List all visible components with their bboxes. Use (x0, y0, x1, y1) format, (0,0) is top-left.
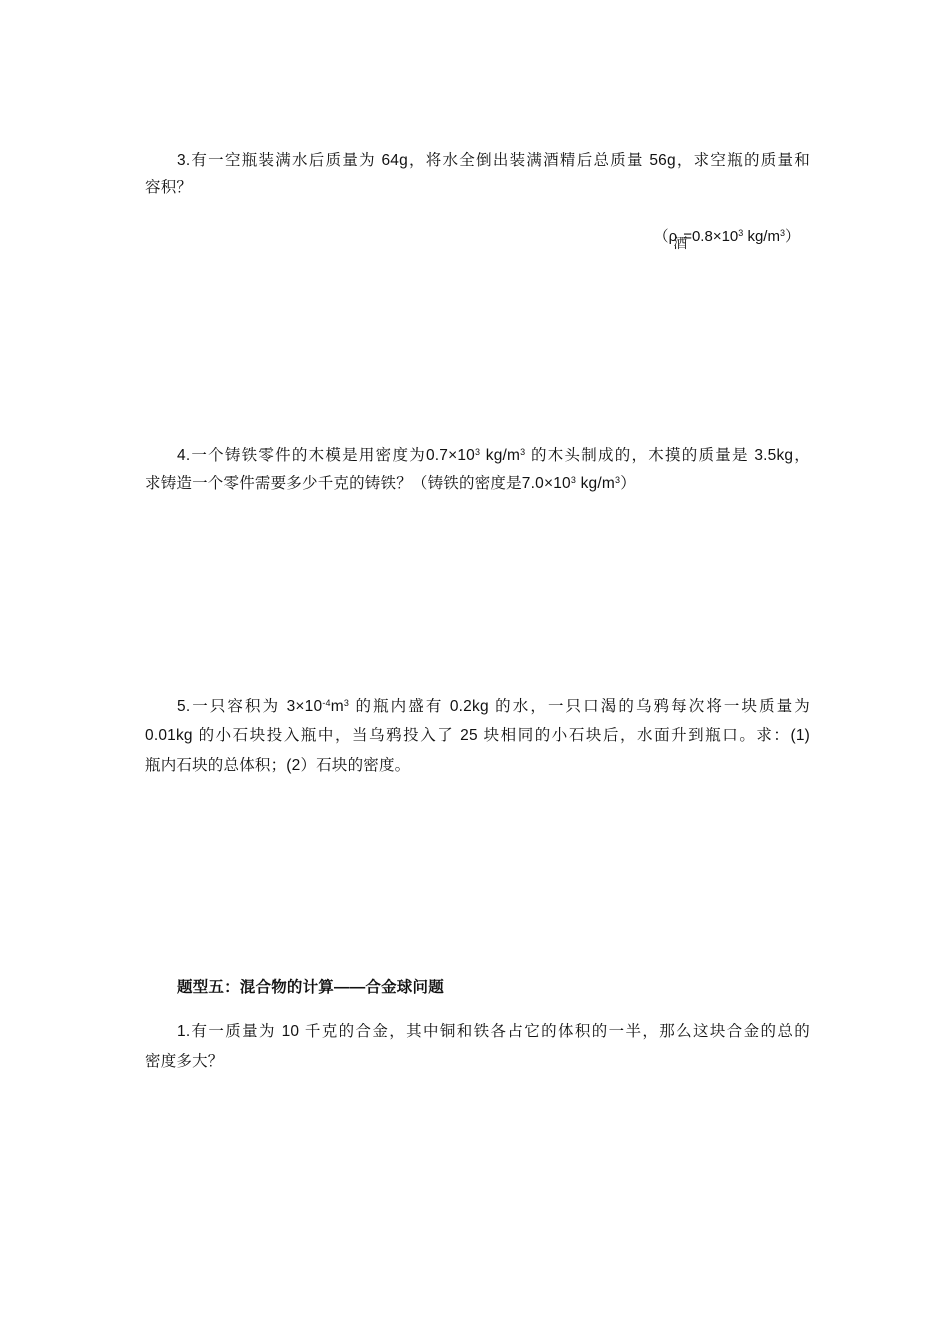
q5-line1-part-a: 5.一只容积为 3×10 (177, 698, 323, 715)
q5-text-line3: 瓶内石块的总体积；(2）石块的密度。 (145, 757, 411, 774)
q4-line1-exponent: 3 (475, 447, 481, 457)
q4-line1-unit-exponent: 3 (520, 447, 526, 457)
q5-text-line1 (177, 696, 810, 718)
section-heading: 题型五：混合物的计算——合金球问题 (177, 979, 444, 996)
q4-line1-part-a: 4.一个铸铁零件的木模是用密度为0.7×10 (177, 447, 475, 464)
q3-note-unit: kg/m (743, 228, 780, 245)
q4-line2-part-a: 求铸造一个零件需要多少千克的铸铁？（铸铁的密度是7.0×10 (145, 475, 571, 492)
q4-line2-unit-exponent: 3 (614, 475, 621, 485)
q4-line1-unit: kg/m (480, 447, 521, 464)
q4-line1-part-c: 的木头制成的，木摸的质量是 3.5kg， (525, 447, 810, 464)
q3-text-line2: 容积？ (145, 179, 193, 196)
s5-q1-line2: 密度多大？ (145, 1053, 224, 1070)
q4-line2-exponent: 3 (570, 475, 577, 485)
q3-note-subscript: 酒 (673, 235, 688, 251)
q3-note-value: =0.8×10 (683, 228, 739, 245)
q3-note-unit-exponent: 3 (779, 228, 785, 238)
q5-text-line2: 0.01kg 的小石块投入瓶中，当乌鸦投入了 25 块相同的小石块后，水面升到瓶口。求：(1) (145, 727, 810, 744)
q4-text-line1 (177, 445, 810, 467)
q3-note-close: ） (784, 228, 800, 245)
q5-line1-unit: m (330, 698, 344, 715)
q4-line2-part-c: ） (620, 475, 636, 492)
q5-line1-exponent: -4 (322, 698, 331, 708)
q3-note-open: （ρ (653, 228, 678, 245)
q5-line1-unit-exponent: 3 (343, 698, 350, 708)
q4-line2-unit: kg/m (576, 475, 615, 492)
q3-text-line1: 3.有一空瓶装满水后质量为 64g，将水全倒出装满酒精后总质量 56g，求空瓶的质量和 (177, 152, 810, 169)
s5-q1-line1: 1.有一质量为 10 千克的合金，其中铜和铁各占它的体积的一半，那么这块合金的总的 (177, 1023, 810, 1040)
q3-density-note (580, 225, 800, 251)
q3-note-exponent: 3 (738, 228, 744, 238)
q5-line1-part-c: 的瓶内盛有 0.2kg 的水，一只口渴的乌鸦每次将一块质量为 (349, 698, 811, 715)
q4-text-line2 (145, 473, 810, 495)
